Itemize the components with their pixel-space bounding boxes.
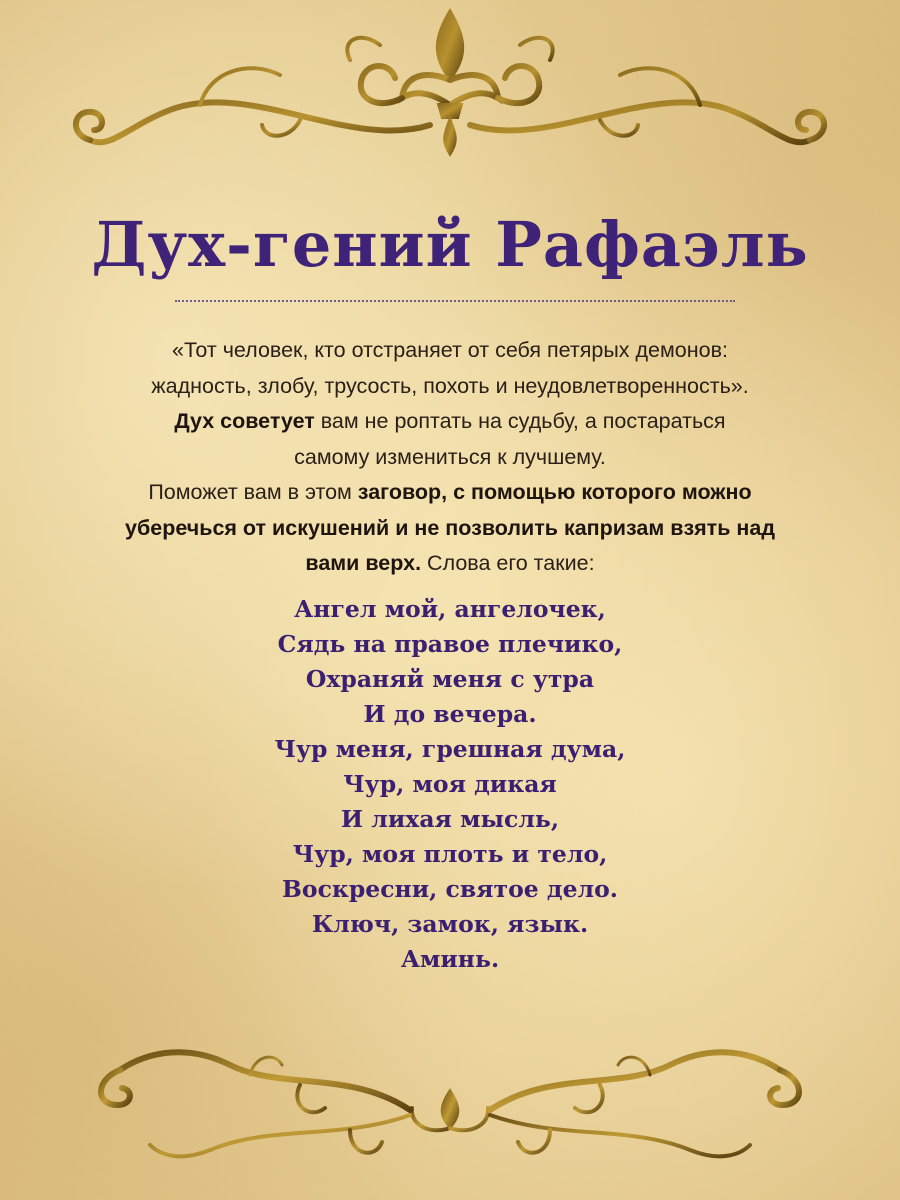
intro-line-7-rest: Слова его такие: xyxy=(421,551,595,575)
intro-line-2: жадность, злобу, трусость, похоть и неудовлетворенность». xyxy=(151,373,749,398)
intro-line-3-rest: вам не роптать на судьбу, а постараться xyxy=(314,409,726,433)
poem-line: Чур, моя дикая xyxy=(343,770,557,798)
poem-line: Ангел мой, ангелочек, xyxy=(294,595,606,623)
page-title: Дух-гений Рафаэль xyxy=(91,208,809,281)
intro-line-5 xyxy=(70,475,830,511)
scroll-flourish-ornament-icon xyxy=(50,1030,850,1200)
poem-line: И лихая мысль, xyxy=(340,805,560,833)
spell-poem xyxy=(0,592,900,977)
poem-line: Охраняй меня с утра xyxy=(305,665,595,693)
intro-line-1: «Тот человек, кто отстраняет от себя петярых демонов: xyxy=(172,338,728,362)
intro-bold-spell: заговор, с помощью которого можно xyxy=(357,480,752,504)
intro-bold-advice: Дух советует xyxy=(174,409,315,433)
poem-line: Чур меня, грешная дума, xyxy=(274,735,626,763)
intro-line-3 xyxy=(70,404,830,440)
poem-line: Воскресни, святое дело. xyxy=(282,875,618,903)
dotted-divider xyxy=(175,300,735,302)
poem-line: И до вечера. xyxy=(363,700,537,728)
poem-line: Чур, моя плоть и тело, xyxy=(292,840,608,868)
fleur-de-lis-ornament-icon xyxy=(50,0,850,170)
intro-bold-upper-hand: вами верх. xyxy=(305,551,422,575)
intro-bold-protect: уберечься от искушений и не позволить капризам взять над xyxy=(125,515,775,540)
intro-text xyxy=(70,333,830,582)
poem-line: Сядь на правое плечико, xyxy=(277,630,623,658)
poem-line: Ключ, замок, язык. xyxy=(311,910,589,938)
intro-line-4: самому измениться к лучшему. xyxy=(294,444,606,469)
intro-line-7 xyxy=(70,546,830,582)
intro-line-5-plain: Поможет вам в этом xyxy=(148,480,358,504)
poem-line: Аминь. xyxy=(400,945,500,973)
intro-line-6 xyxy=(70,511,830,547)
